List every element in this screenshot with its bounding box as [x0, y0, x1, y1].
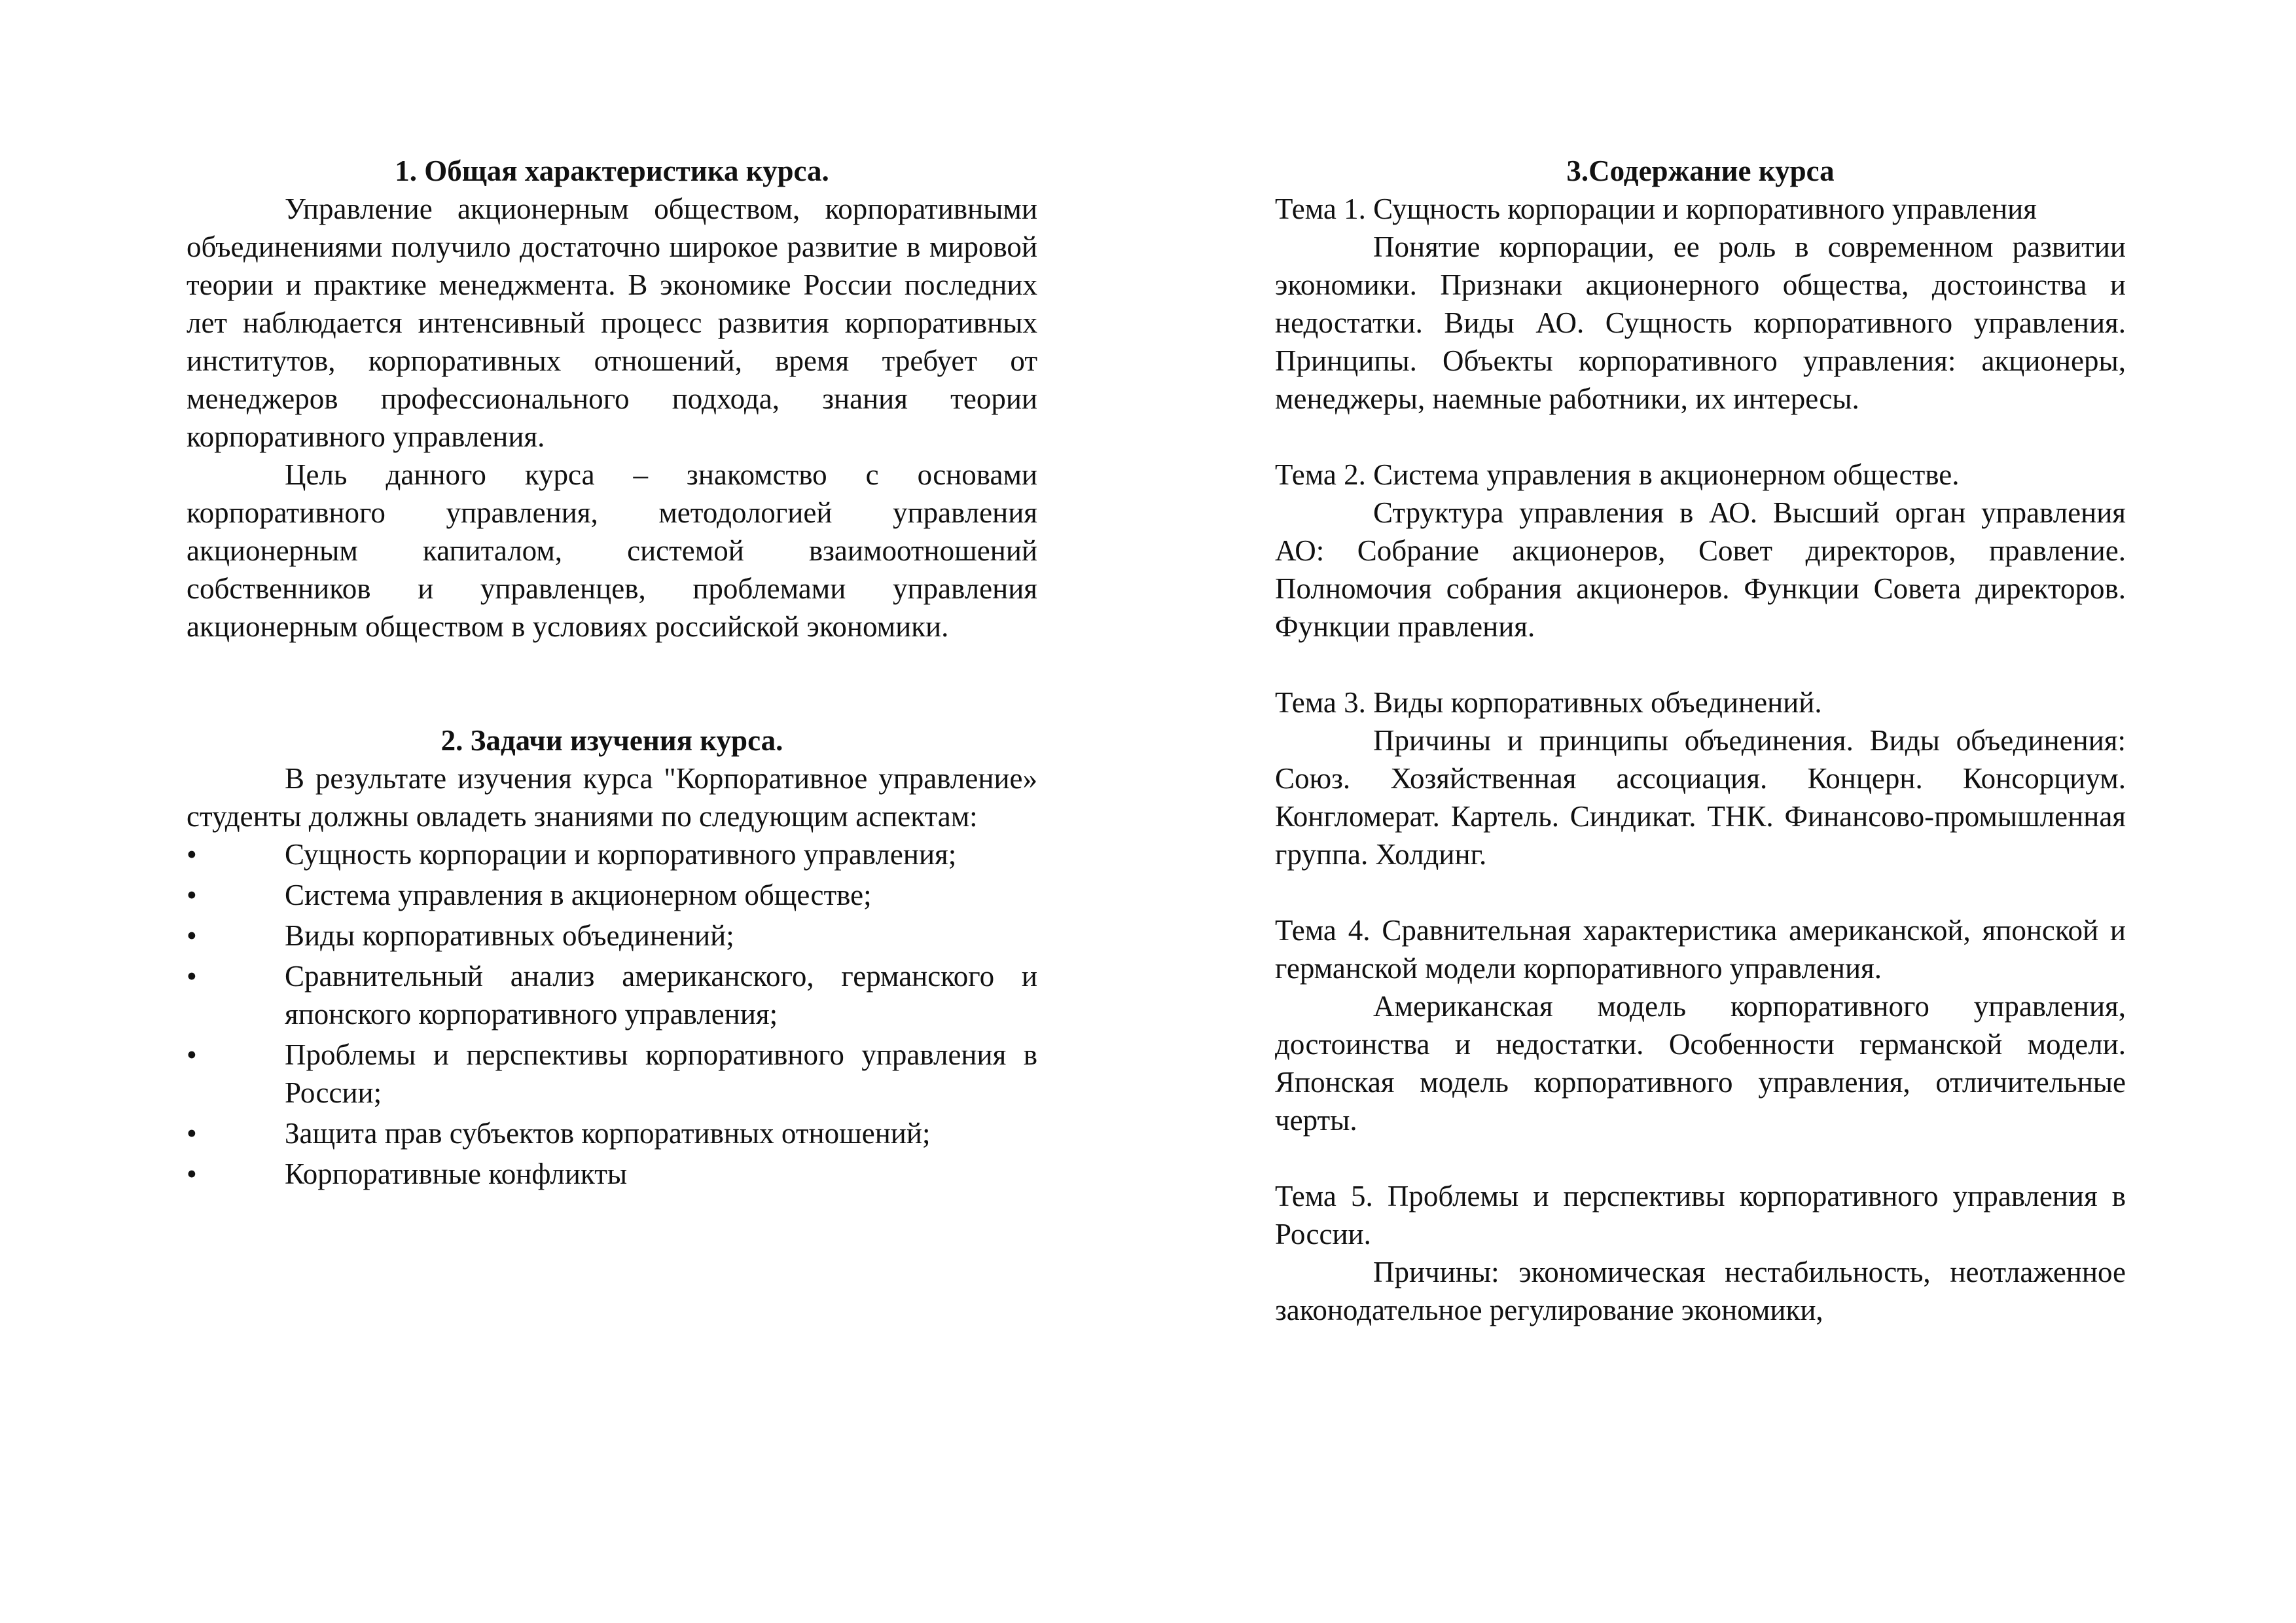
aspects-list: [187, 835, 1037, 1193]
topic-4-body: Американская модель корпоративного управления, достоинства и недостатки. Особенности германской модели. Японская модель корпоративного управления, отличительные черты.: [1275, 990, 2126, 1137]
right-column: [1275, 152, 2126, 1329]
section-1-paragraph-1: Управление акционерным обществом, корпоративными объединениями получило достаточно широкое развитие в мировой теории и практике менеджмента. В экономике России последних лет наблюдается интенсивный процесс развития корпоративных институтов, корпоративных отношений, время требует от менеджеров профессионального подхода, знания теории корпоративного управления.: [187, 192, 1037, 453]
topic-3-body: Причины и принципы объединения. Виды объединения: Союз. Хозяйственная ассоциация. Концерн. Консорциум. Конгломерат. Картель. Синдикат. ТНК. Финансово-промышленная группа. Холдинг.: [1275, 724, 2126, 871]
list-item: [187, 957, 1037, 1033]
topic-spacer: [1275, 646, 2126, 684]
topic-spacer: [1275, 418, 2126, 456]
bullet-icon: •: [187, 960, 197, 993]
list-item: [187, 876, 1037, 914]
list-item-text: Сущность корпорации и корпоративного управления;: [285, 838, 957, 871]
list-item-text: Корпоративные конфликты: [285, 1158, 628, 1190]
list-item-text: Система управления в акционерном обществе;: [285, 879, 872, 911]
topic-spacer: [1275, 1139, 2126, 1177]
list-item-text: Защита прав субъектов корпоративных отношений;: [285, 1117, 931, 1150]
topic-5-body: Причины: экономическая нестабильность, неотлаженное законодательное регулирование экономики,: [1275, 1256, 2126, 1326]
topic-4-title: Тема 4. Сравнительная характеристика американской, японской и германской модели корпоративного управления.: [1275, 914, 2126, 985]
list-item-text: Проблемы и перспективы корпоративного управления в России;: [285, 1038, 1037, 1109]
list-item: [187, 835, 1037, 873]
topic-1-title: Тема 1. Сущность корпорации и корпоративного управления: [1275, 192, 2037, 225]
bullet-icon: •: [187, 1158, 197, 1190]
topic-5-title: Тема 5. Проблемы и перспективы корпоративного управления в России.: [1275, 1180, 2126, 1250]
section-2-intro: В результате изучения курса "Корпоративное управление» студенты должны овладеть знаниями по следующим аспектам:: [187, 762, 1037, 833]
list-item: [187, 1036, 1037, 1112]
bullet-icon: •: [187, 838, 197, 871]
list-item: [187, 1155, 1037, 1193]
topic-spacer: [1275, 873, 2126, 911]
left-column: [187, 152, 1037, 1195]
list-item: [187, 917, 1037, 955]
section-1-title: 1. Общая характеристика курса.: [395, 155, 829, 187]
topic-1-body: Понятие корпорации, ее роль в современном развитии экономики. Признаки акционерного общества, достоинства и недостатки. Виды АО. Сущность корпоративного управления. Принципы. Объекты корпоративного управления: акционеры, менеджеры, наемные работники, их интересы.: [1275, 230, 2126, 415]
bullet-icon: •: [187, 1117, 197, 1150]
bullet-icon: •: [187, 919, 197, 952]
bullet-icon: •: [187, 1038, 197, 1071]
list-item-text: Виды корпоративных объединений;: [285, 919, 734, 952]
section-spacer: [187, 646, 1037, 721]
topic-2-title: Тема 2. Система управления в акционерном обществе.: [1275, 458, 1960, 491]
section-1-paragraph-2: Цель данного курса – знакомство с основами корпоративного управления, методологией управления акционерным капиталом, системой взаимоотношений собственников и управленцев, проблемами управления акционерным обществом в условиях российской экономики.: [187, 458, 1037, 643]
bullet-icon: •: [187, 879, 197, 911]
section-2-title: 2. Задачи изучения курса.: [440, 724, 783, 757]
list-item-text: Сравнительный анализ американского, германского и японского корпоративного управления;: [285, 960, 1037, 1030]
section-3-title: 3.Содержание курса: [1566, 155, 1835, 187]
topic-3-title: Тема 3. Виды корпоративных объединений.: [1275, 686, 1822, 719]
topic-2-body: Структура управления в АО. Высший орган управления АО: Собрание акционеров, Совет директоров, правление. Полномочия собрания акционеров. Функции Совета директоров. Функции правления.: [1275, 496, 2126, 643]
list-item: [187, 1114, 1037, 1152]
